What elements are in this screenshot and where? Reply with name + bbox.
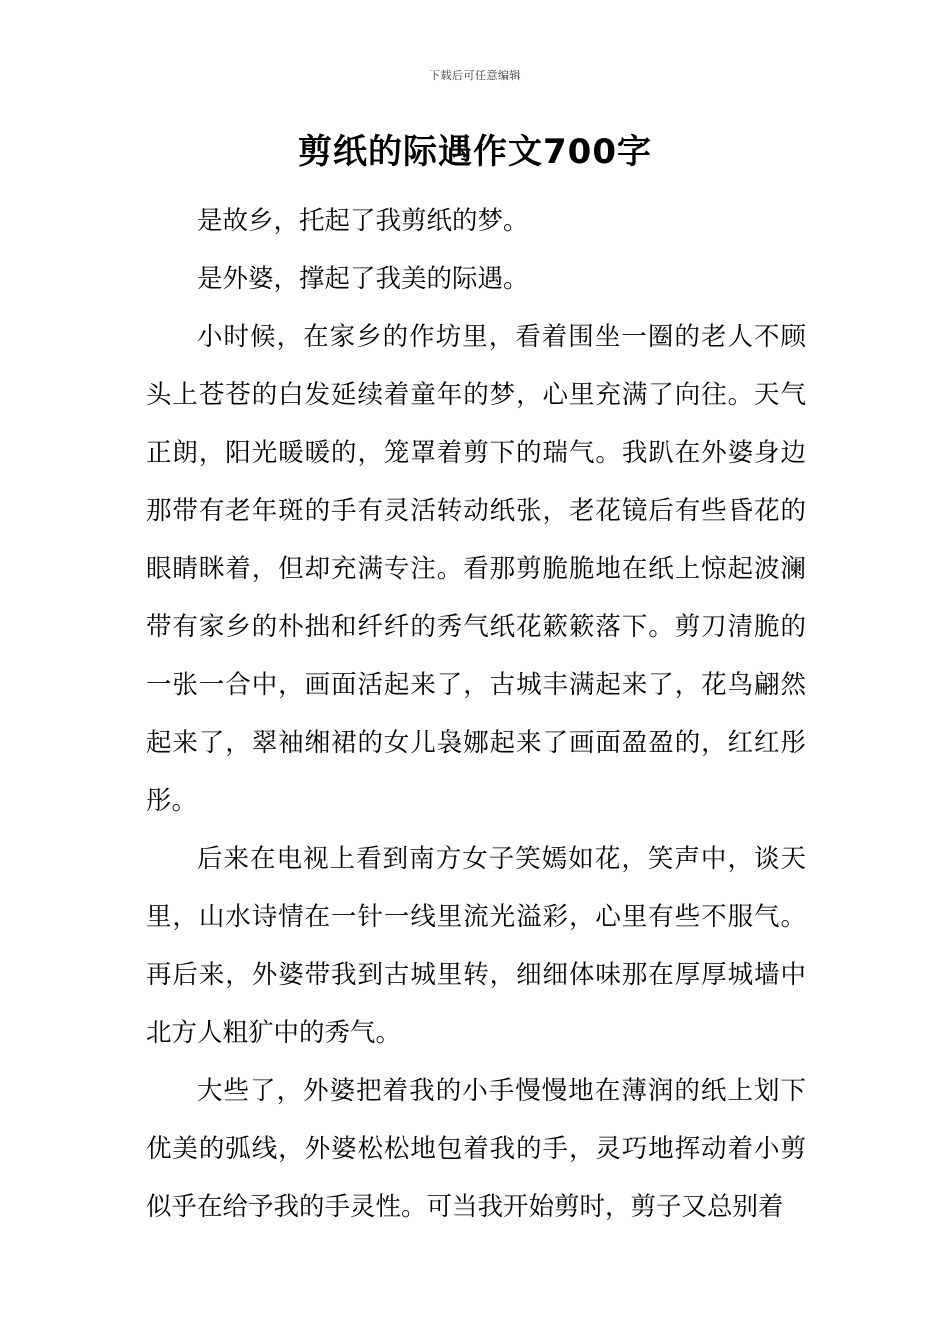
document-body (146, 192, 806, 1236)
document-title: 剪纸的际遇作文700字 (298, 132, 652, 172)
paragraph: 大些了，外婆把着我的小手慢慢地在薄润的纸上划下优美的弧线，外婆松松地包着我的手，灵巧地挥动着小剪似乎在给予我的手灵性。可当我开始剪时，剪子又总别着 (146, 1076, 806, 1222)
paragraph: 是故乡，托起了我剪纸的梦。 (197, 206, 529, 236)
paragraph: 是外婆，撑起了我美的际遇。 (197, 264, 529, 294)
paragraph: 小时候，在家乡的作坊里，看着围坐一圈的老人不顾头上苍苍的白发延续着童年的梦，心里充满了向往。天气正朗，阳光暖暖的，笼罩着剪下的瑞气。我趴在外婆身边那带有老年斑的手有灵活转动纸张，老花镜后有些昏花的眼睛眯着，但却充满专注。看那剪脆脆地在纸上惊起波澜带有家乡的朴拙和纤纤的秀气纸花簌簌落下。剪刀清脆的一张一合中，画面活起来了，古城丰满起来了，花鸟翩然起来了，翠袖缃裙的女儿袅娜起来了画面盈盈的，红红彤彤。 (146, 322, 806, 816)
paragraph: 后来在电视上看到南方女子笑嫣如花，笑声中，谈天里，山水诗情在一针一线里流光溢彩，心里有些不服气。再后来，外婆带我到古城里转，细细体味那在厚厚城墙中北方人粗犷中的秀气。 (146, 844, 806, 1048)
header-note: 下载后可任意编辑 (429, 69, 521, 82)
